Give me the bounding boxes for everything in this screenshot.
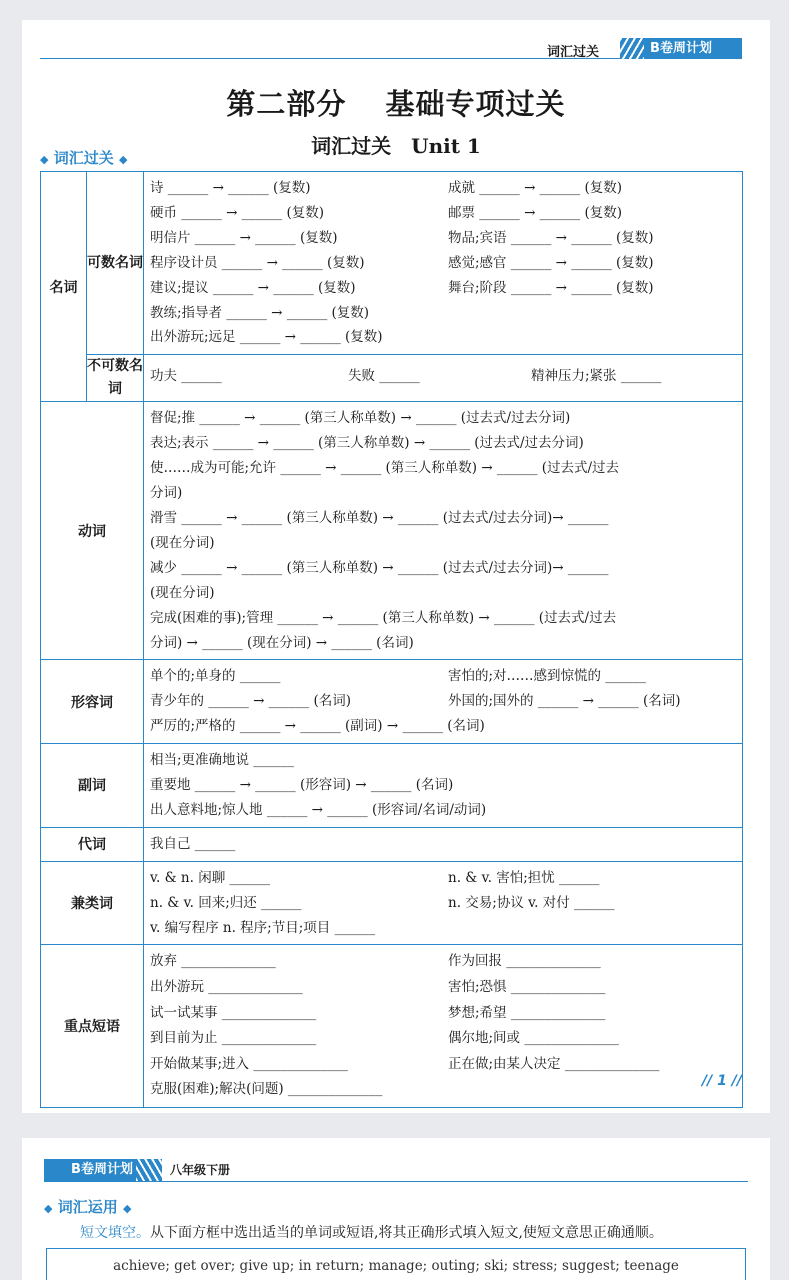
countable-noun-item: 教练;指导者 ______ → ______ (复数): [150, 304, 370, 321]
multi-class-item: n. & v. 害怕;担忧 ______: [448, 869, 600, 886]
page2-instruction: [80, 1222, 663, 1242]
adjective-item: 青少年的 ______ → ______ (名词): [150, 693, 352, 710]
diamond-icon: ◆: [40, 153, 49, 166]
adverb-content: [144, 744, 742, 827]
section-label: [40, 147, 127, 168]
phrase-item: 放弃 ______________: [150, 953, 276, 970]
adjective-item: [448, 714, 736, 739]
word-box: achieve; get over; give up; in return; manage; outing; ski; stress; suggest; teenage: [46, 1248, 746, 1280]
verb-line: 督促;推 ______ → ______ (第三人称单数) → ______ (过去式/过去分词): [150, 410, 571, 427]
diamond-icon: ◆: [118, 153, 128, 166]
adjective-category: 形容词: [41, 660, 144, 743]
verb-line: (现在分词): [150, 584, 215, 601]
countable-noun-item: [448, 301, 736, 326]
countable-noun-item: 邮票 ______ → ______ (复数): [448, 204, 623, 221]
countable-noun-item: 诗 ______ → ______ (复数): [150, 180, 311, 196]
multi-class-item: n. & v. 回来;归还 ______: [150, 894, 302, 911]
phrase-item: [448, 1077, 736, 1103]
phrase-category: 重点短语: [41, 945, 144, 1107]
phrase-item: 梦想;希望 ______________: [448, 1004, 606, 1021]
noun-subrows: [87, 172, 742, 401]
pronoun-line: 我自己 ______: [150, 835, 236, 852]
verb-line: (现在分词): [150, 534, 215, 551]
verb-row: [41, 401, 742, 659]
adjective-content: [144, 660, 742, 743]
phrase-item: 开始做某事;进入 ______________: [150, 1055, 348, 1072]
title-part: 第二部分: [226, 87, 347, 121]
page2-grade: 八年级下册: [170, 1163, 231, 1177]
countable-noun-item: 舞台;阶段 ______ → ______ (复数): [448, 279, 654, 296]
uncountable-content: [144, 355, 742, 401]
adverb-line: 相当;更准确地说 ______: [150, 752, 294, 769]
multi-class-row: [41, 861, 742, 945]
countable-noun-item: 程序设计员 ______ → ______ (复数): [150, 254, 365, 271]
countable-noun-item: 明信片 ______ → ______ (复数): [150, 229, 338, 246]
pronoun-row: [41, 827, 742, 861]
instruction-text: 从下面方框中选出适当的单词或短语,将其正确形式填入短文,使短文意思正确通顺。: [150, 1225, 663, 1241]
section-label-text: 词汇过关: [53, 149, 114, 167]
uncountable-noun-item: 功夫 ______: [150, 368, 222, 385]
multi-class-item: v. 编写程序 n. 程序;节目;项目 ______: [150, 919, 376, 936]
adverb-line: 重要地 ______ → ______ (形容词) → ______ (名词): [150, 777, 454, 794]
countable-row: [87, 172, 742, 354]
page2-badge: B卷周计划: [44, 1159, 160, 1181]
pronoun-content: [144, 828, 742, 861]
uncountable-noun-item: 失败 ______: [348, 368, 420, 385]
diamond-icon: ◆: [44, 1202, 53, 1215]
header-stripes: [620, 38, 644, 59]
uncountable-noun-item: 精神压力;紧张 ______: [531, 368, 662, 385]
page-subtitle: 词汇过关 Unit 1: [311, 134, 481, 158]
multi-class-item: n. 交易;协议 v. 对付 ______: [448, 894, 615, 911]
title-name: 基础专项过关: [385, 87, 566, 121]
verb-category: 动词: [41, 402, 144, 659]
instruction-label: 短文填空。: [80, 1225, 150, 1241]
countable-noun-item: 感觉;感官 ______ → ______ (复数): [448, 254, 654, 271]
multi-class-category: 兼类词: [41, 862, 144, 945]
countable-content: [144, 172, 742, 354]
phrase-row: [41, 944, 742, 1107]
phrase-item: 作为回报 ______________: [448, 953, 601, 970]
countable-noun-item: 建议;提议 ______ → ______ (复数): [150, 279, 356, 296]
phrase-item: 试一试某事 ______________: [150, 1004, 317, 1021]
countable-noun-item: 物品;宾语 ______ → ______ (复数): [448, 229, 654, 246]
verb-line: 使……成为可能;允许 ______ → ______ (第三人称单数) → ______ (过去式/过去: [150, 460, 620, 477]
uncountable-label: 不可数名词: [87, 355, 144, 401]
adjective-item: 害怕的;对……感到惊慌的 ______: [448, 668, 646, 685]
uncountable-row: [87, 354, 742, 401]
phrase-item: 害怕;恐惧 ______________: [448, 979, 606, 996]
phrase-item: 偶尔地;间或 ______________: [448, 1030, 619, 1047]
vocabulary-table: [40, 171, 743, 1108]
verb-line: 分词): [150, 485, 183, 502]
phrase-item: 出外游玩 ______________: [150, 979, 303, 996]
page2-rule: [44, 1181, 748, 1182]
multi-class-item: v. & n. 闲聊 ______: [150, 869, 270, 886]
multi-class-content: [144, 862, 742, 945]
diamond-icon: ◆: [122, 1202, 132, 1215]
adverb-line: 出人意料地;惊人地 ______ → ______ (形容词/名词/动词): [150, 801, 487, 818]
header-section: 词汇过关: [547, 45, 600, 60]
noun-category: 名词: [41, 172, 87, 401]
pronoun-category: 代词: [41, 828, 144, 861]
worksheet-page-1: [22, 20, 770, 1113]
page2-stripes: [136, 1159, 162, 1181]
worksheet-page-2: [22, 1138, 770, 1280]
phrase-item: 到目前为止 ______________: [150, 1030, 317, 1047]
noun-row: [41, 172, 742, 401]
adjective-item: 外国的;国外的 ______ → ______ (名词): [448, 693, 681, 710]
phrase-item: 正在做;由某人决定 ______________: [448, 1055, 660, 1072]
multi-class-item: [448, 916, 736, 941]
page2-section-label: [44, 1196, 131, 1217]
countable-label: 可数名词: [87, 172, 144, 354]
phrase-item: 克服(困难);解决(问题) ______________: [150, 1081, 383, 1098]
countable-noun-item: 成就 ______ → ______ (复数): [448, 180, 623, 196]
phrase-content: [144, 945, 742, 1107]
verb-line: 表达;表示 ______ → ______ (第三人称单数) → ______ (过去式/过去分词): [150, 435, 584, 452]
header-badge: B卷周计划: [620, 38, 742, 59]
countable-noun-item: 出外游玩;远足 ______ → ______ (复数): [150, 329, 383, 346]
countable-noun-item: [448, 325, 736, 350]
adverb-category: 副词: [41, 744, 144, 827]
verb-line: 完成(困难的事);管理 ______ → ______ (第三人称单数) → ______ (过去式/过去: [150, 609, 617, 626]
verb-line: 减少 ______ → ______ (第三人称单数) → ______ (过去式/过去分词)→ ______: [150, 559, 609, 576]
verb-line: 滑雪 ______ → ______ (第三人称单数) → ______ (过去式/过去分词)→ ______: [150, 509, 609, 526]
countable-noun-item: 硬币 ______ → ______ (复数): [150, 204, 325, 221]
adjective-item: 单个的;单身的 ______: [150, 668, 281, 685]
page-number: // 1 //: [702, 1073, 742, 1089]
page-title: [22, 82, 770, 123]
adverb-row: [41, 743, 742, 827]
adjective-item: 严厉的;严格的 ______ → ______ (副词) → ______ (名词): [150, 718, 485, 735]
adjective-row: [41, 659, 742, 743]
page2-section-label-text: 词汇运用: [57, 1198, 118, 1216]
verb-line: 分词) → ______ (现在分词) → ______ (名词): [150, 634, 414, 651]
verb-content: [144, 402, 742, 659]
